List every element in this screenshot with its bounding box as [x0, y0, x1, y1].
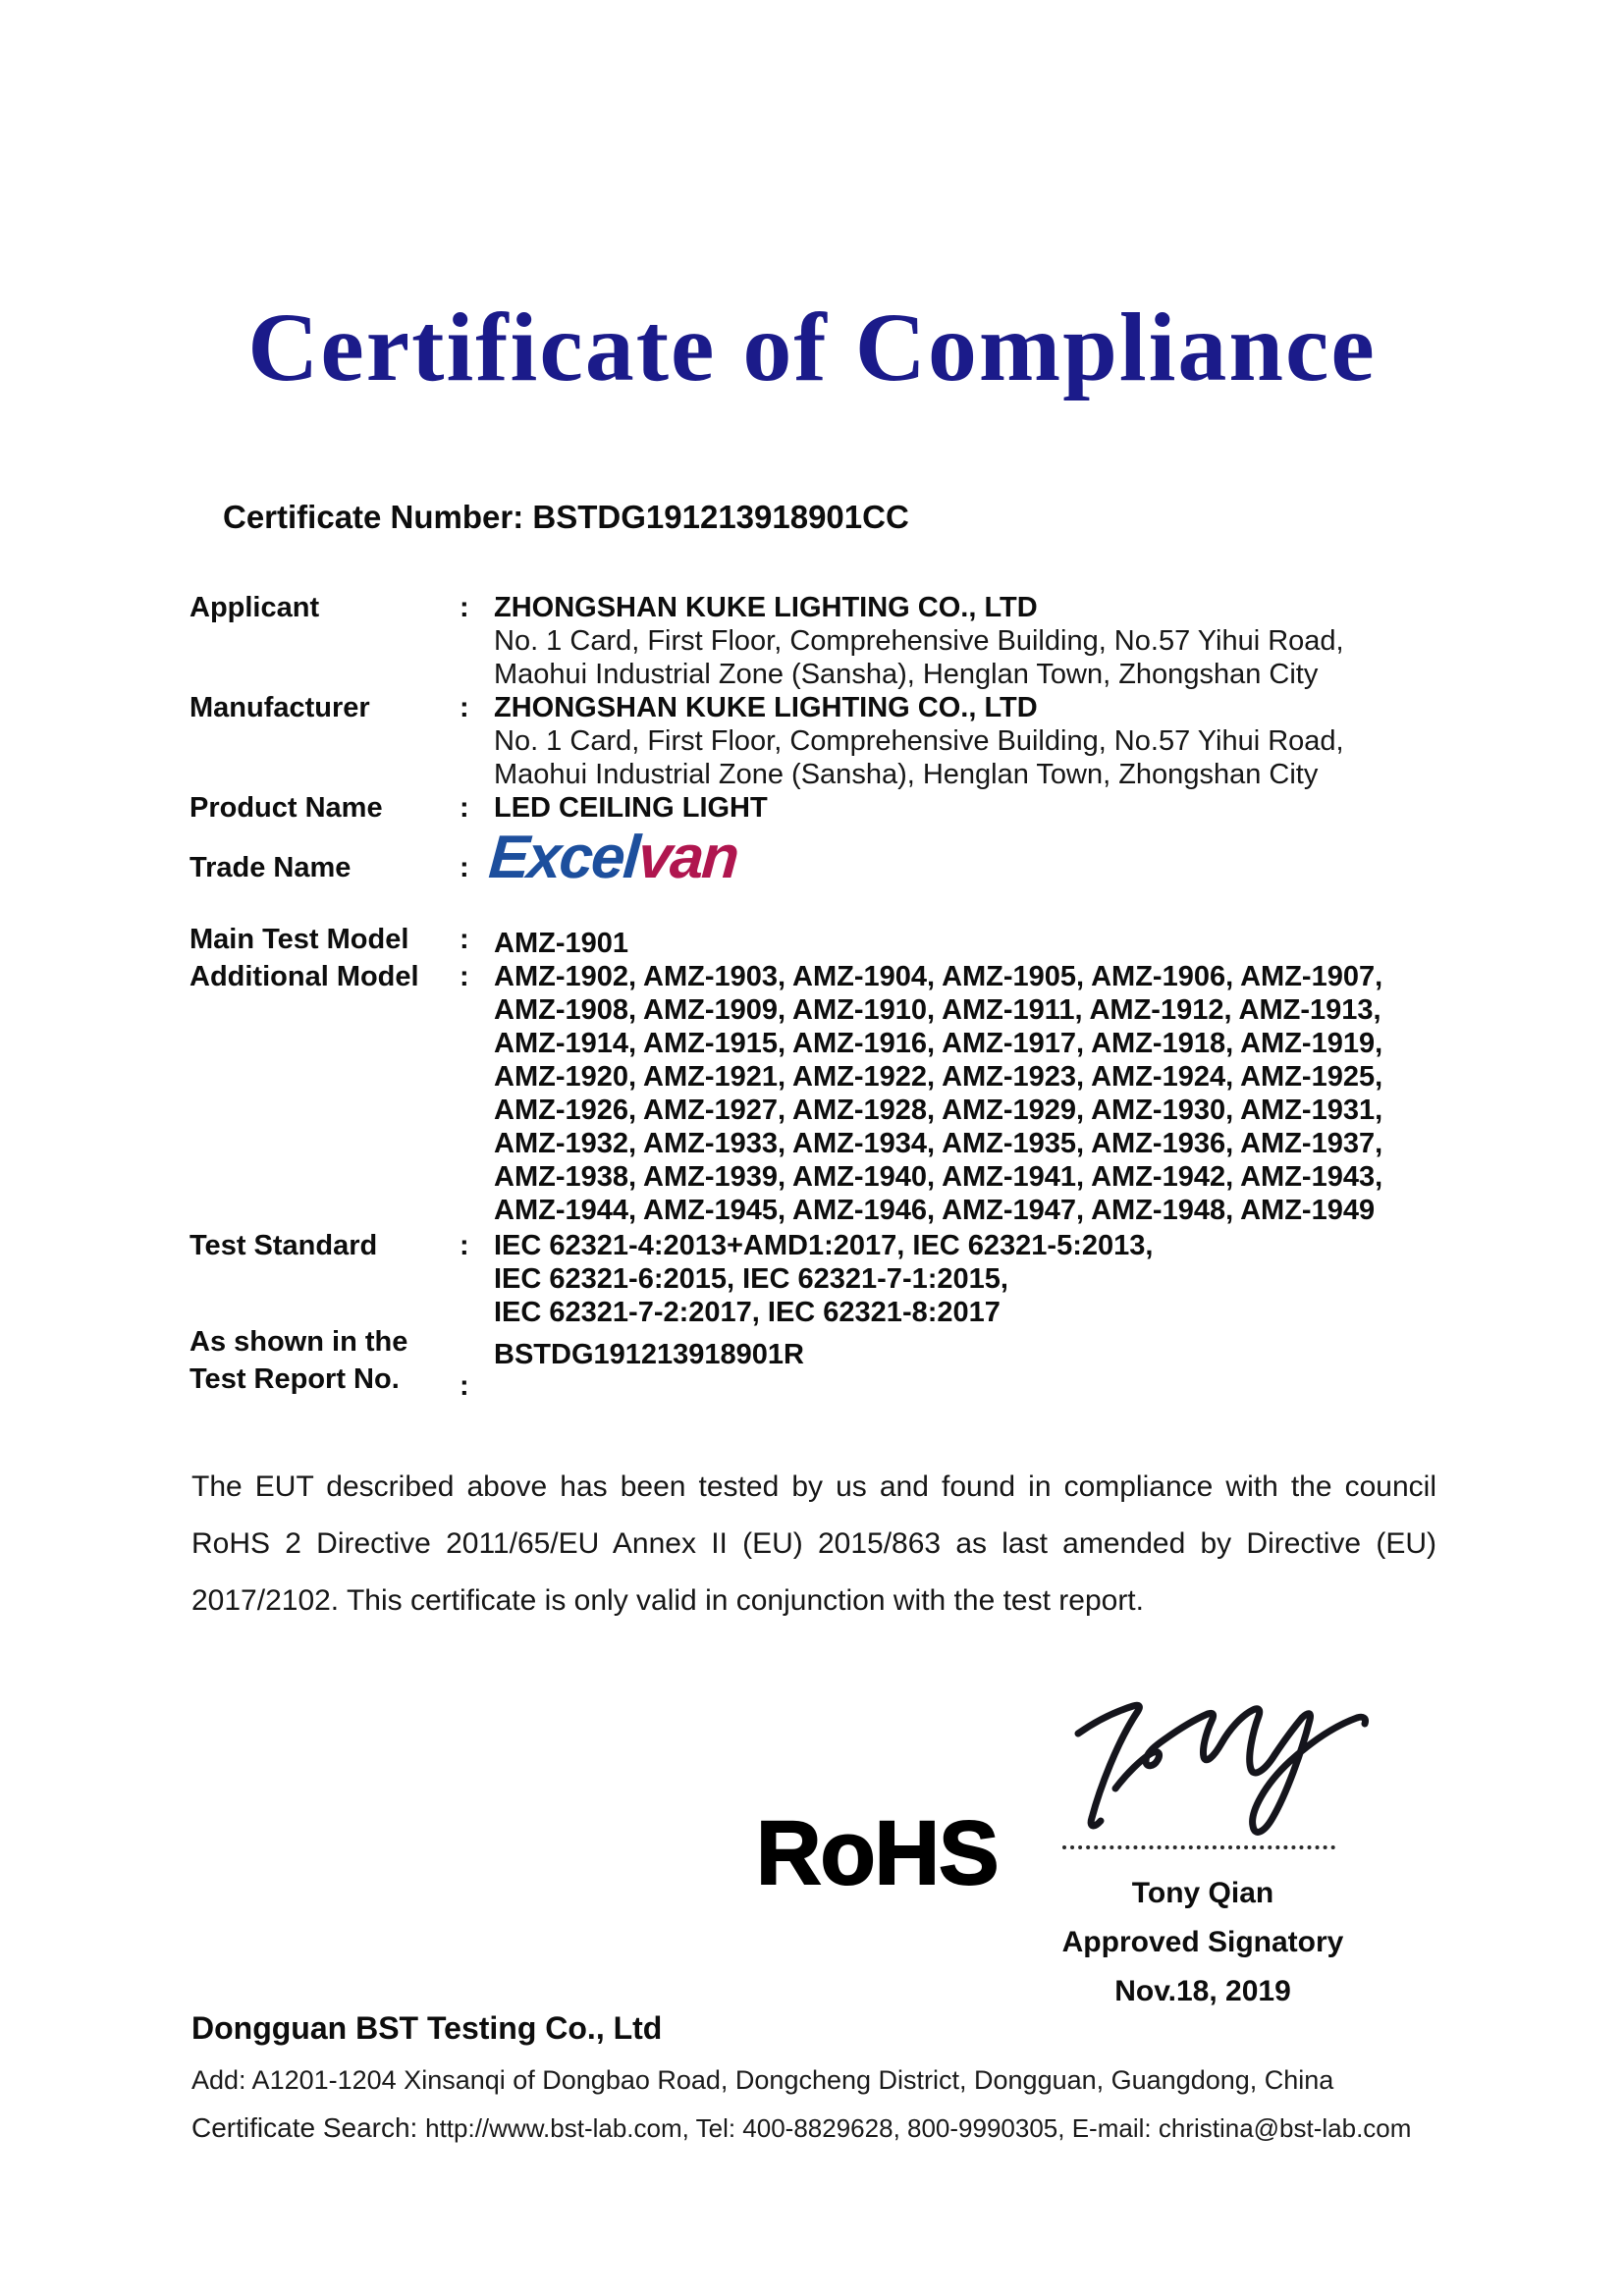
additional-model-line: AMZ-1932, AMZ-1933, AMZ-1934, AMZ-1935, AMZ-1936, AMZ-1937, [494, 1128, 1383, 1159]
applicant-address-line2: Maohui Industrial Zone (Sansha), Henglan Town, Zhongshan City [494, 659, 1319, 690]
additional-model-line: AMZ-1944, AMZ-1945, AMZ-1946, AMZ-1947, AMZ-1948, AMZ-1949 [494, 1195, 1376, 1226]
additional-model-line: AMZ-1938, AMZ-1939, AMZ-1940, AMZ-1941, AMZ-1942, AMZ-1943, [494, 1161, 1383, 1193]
signatory-date: Nov.18, 2019 [1114, 1975, 1291, 2007]
additional-model-line: AMZ-1926, AMZ-1927, AMZ-1928, AMZ-1929, AMZ-1930, AMZ-1931, [494, 1095, 1383, 1126]
certificate-search-label: Certificate Search: [191, 2112, 426, 2143]
additional-model-label: Additional Model [189, 961, 419, 992]
test-standard-label: Test Standard [189, 1230, 378, 1261]
certificate-search-value: http://www.bst-lab.com, Tel: 400-8829628, 800-9990305, E-mail: christina@bst-lab.com [425, 2113, 1412, 2143]
page-title: Certificate of Compliance [247, 293, 1377, 401]
manufacturer-colon: : [460, 692, 469, 723]
test-report-value: BSTDG191213918901R [494, 1339, 804, 1370]
product-name-colon: : [460, 792, 469, 824]
certificate-search-line [191, 2112, 1411, 2144]
signature-dotted-line [1062, 1822, 1335, 1849]
manufacturer-name: ZHONGSHAN KUKE LIGHTING CO., LTD [494, 692, 1038, 723]
trade-name-label: Trade Name [189, 852, 352, 883]
applicant-name: ZHONGSHAN KUKE LIGHTING CO., LTD [494, 592, 1038, 623]
manufacturer-label: Manufacturer [189, 692, 370, 723]
trade-name-colon: : [460, 852, 469, 883]
product-name-label: Product Name [189, 792, 383, 824]
additional-model-line: AMZ-1920, AMZ-1921, AMZ-1922, AMZ-1923, AMZ-1924, AMZ-1925, [494, 1061, 1383, 1093]
additional-model-line: AMZ-1902, AMZ-1903, AMZ-1904, AMZ-1905, AMZ-1906, AMZ-1907, [494, 961, 1383, 992]
applicant-address-line1: No. 1 Card, First Floor, Comprehensive Building, No.57 Yihui Road, [494, 625, 1344, 657]
main-test-model-label: Main Test Model [189, 924, 409, 955]
test-report-label-line1: As shown in the [189, 1326, 408, 1358]
certificate-number: Certificate Number: BSTDG191213918901CC [223, 499, 909, 535]
applicant-label: Applicant [189, 592, 320, 623]
additional-model-line: AMZ-1914, AMZ-1915, AMZ-1916, AMZ-1917, AMZ-1918, AMZ-1919, [494, 1028, 1383, 1059]
main-test-model-colon: : [460, 924, 469, 955]
signatory-title: Approved Signatory [1061, 1926, 1344, 1958]
test-report-label-line2: Test Report No. [189, 1363, 400, 1395]
test-standard-line: IEC 62321-6:2015, IEC 62321-7-1:2015, [494, 1263, 1008, 1295]
compliance-statement: The EUT described above has been tested by us and found in compliance with the council RoHS 2 Directive 2011/65/EU Annex II (EU) 2015/863 as last amended by Directive (EU) 2017/2102. This certificate is only valid in conjunction with the test report. [191, 1470, 1436, 1617]
lab-company-name: Dongguan BST Testing Co., Ltd [191, 2010, 663, 2046]
test-standard-line: IEC 62321-7-2:2017, IEC 62321-8:2017 [494, 1297, 1001, 1328]
excelvan-logo [487, 823, 740, 892]
manufacturer-address-line1: No. 1 Card, First Floor, Comprehensive Building, No.57 Yihui Road, [494, 725, 1344, 757]
rohs-mark: RoHS [756, 1803, 999, 1903]
test-standard-line: IEC 62321-4:2013+AMD1:2017, IEC 62321-5:2013, [494, 1230, 1154, 1261]
test-standard-colon: : [460, 1230, 469, 1261]
applicant-colon: : [460, 592, 469, 623]
excelvan-logo-blue-part: Excel [486, 824, 641, 891]
signatory-name: Tony Qian [1131, 1877, 1274, 1909]
lab-address: Add: A1201-1204 Xinsanqi of Dongbao Road, Dongcheng District, Dongguan, Guangdong, China [191, 2065, 1334, 2095]
manufacturer-address-line2: Maohui Industrial Zone (Sansha), Henglan Town, Zhongshan City [494, 759, 1319, 790]
product-name-value: LED CEILING LIGHT [494, 792, 768, 824]
additional-model-colon: : [460, 961, 469, 992]
main-test-model-value: AMZ-1901 [494, 928, 628, 959]
test-report-colon: : [460, 1370, 469, 1402]
additional-model-line: AMZ-1908, AMZ-1909, AMZ-1910, AMZ-1911, AMZ-1912, AMZ-1913, [494, 994, 1381, 1026]
excelvan-logo-red-part: van [635, 824, 740, 891]
